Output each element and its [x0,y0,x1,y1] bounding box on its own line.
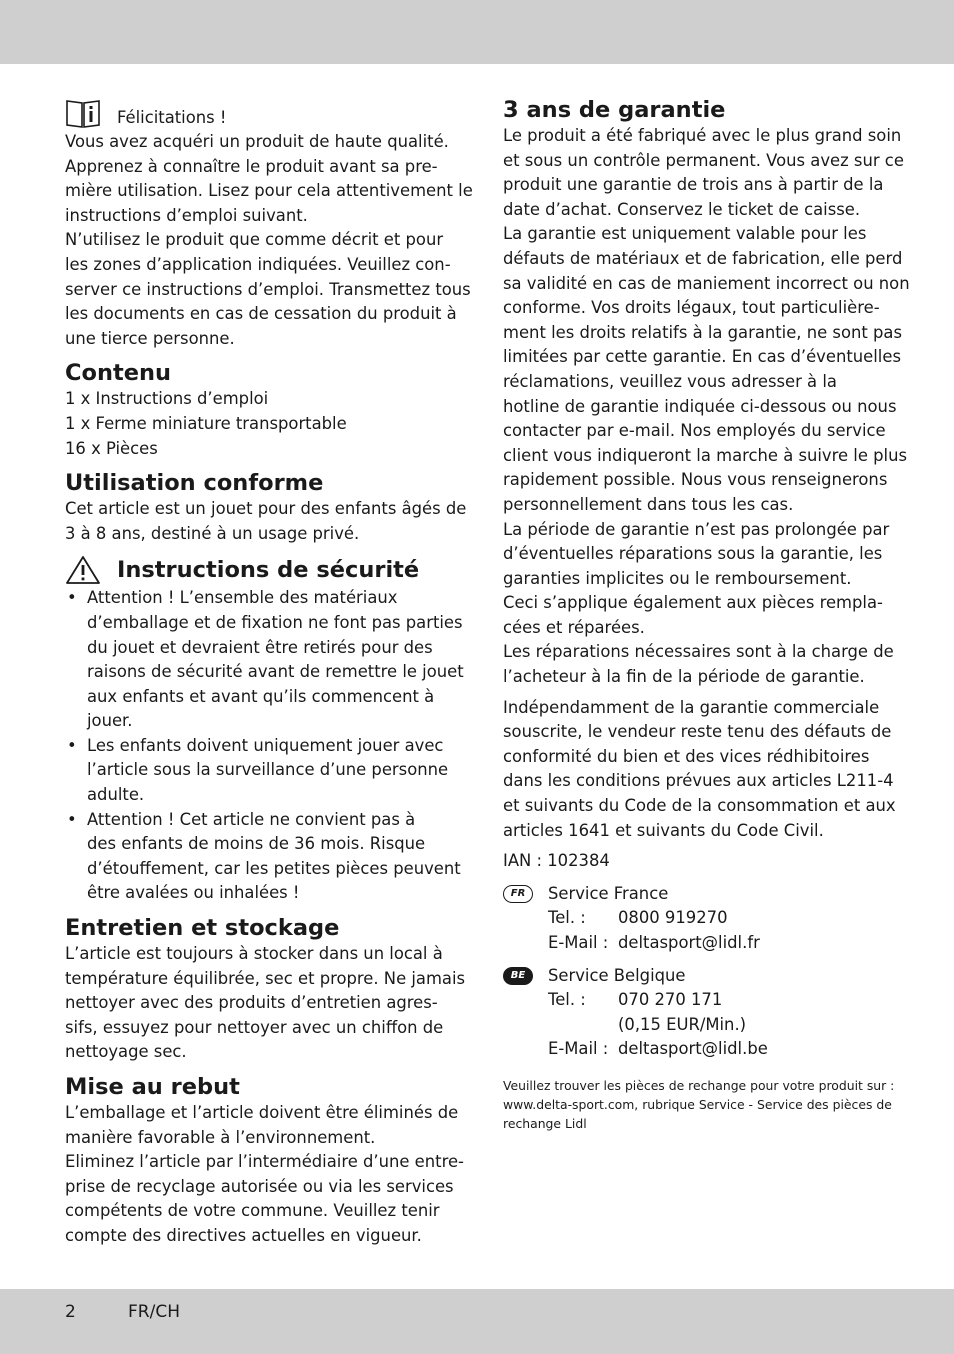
text-line: 3 à 8 ans, destiné à un usage privé. [65,523,360,543]
text-line: contacter par e-mail. Nos employés du service [503,421,886,441]
service-name: Service Belgique [548,965,686,985]
text-line: souscrite, le vendeur reste tenu des défauts de [503,722,892,742]
text-line: du jouet et devraient être retirés pour des [87,637,433,657]
contenu-heading: Contenu [65,360,172,387]
text-line: les zones d’application indiquées. Veuillez con- [65,254,451,274]
service-belgique [503,964,893,1062]
text-line: sa validité en cas de maniement incorrect ou non [503,273,910,293]
text-line: La garantie est uniquement valable pour les [503,224,867,244]
text-line: température équilibrée, sec et propre. Ne jamais [65,968,466,988]
text-line: d’emballage et de fixation ne font pas parties [87,612,463,632]
text-line: • Les enfants doivent uniquement jouer avec [87,735,444,755]
text-line: aux enfants et avant qu’ils commencent à [87,686,435,706]
text-line: 1 x Instructions d’emploi [65,389,269,409]
text-line: et sous un contrôle permanent. Vous avez sur ce [503,150,904,170]
text-line: Cet article est un jouet pour des enfants âgés de [65,499,467,519]
text-line: 1 x Ferme miniature transportable [65,413,347,433]
text-line: compétents de votre commune. Veuillez tenir [65,1201,440,1221]
text-line: conformité du bien et des vices rédhibitoires [503,746,870,766]
text-line: sifs, essuyez pour nettoyer avec un chiffon de [65,1017,444,1037]
text-line: l’article sous la surveillance d’une personne [87,760,449,780]
text-line: L’emballage et l’article doivent être éliminés de [65,1103,459,1122]
text-line: être avalées ou inhalées ! [87,883,300,903]
text-line: manière favorable à l’environnement. [65,1127,376,1147]
ian-number: IAN : 102384 [503,851,610,871]
text-line: l’acheteur à la fin de la période de garantie. [503,667,865,687]
intro-text [65,130,473,351]
right-column [503,96,910,1133]
left-column [65,96,473,1249]
list-item [65,808,461,906]
page-number: 2 [65,1302,76,1322]
text-line: prise de recyclage autorisée ou via les services [65,1176,454,1196]
tel-value[interactable]: 0800 919270 [618,908,728,928]
text-line: 16 x Pièces [65,438,158,458]
text-line: La période de garantie n’est pas prolongée par [503,519,890,539]
securite-heading: Instructions de sécurité [117,557,420,584]
spare-parts-note: Veuillez trouver les pièces de rechange pour votre produit sur : [503,1077,895,1093]
text-line: garanties implicites ou le remboursement. [503,568,852,588]
text-line: nettoyer avec des produits d’entretien agres- [65,993,438,1013]
tel-label: Tel. : [548,908,586,928]
text-line: et suivants du Code de la consommation et aux [503,796,896,816]
top-bar [0,0,954,64]
securite-header [65,554,451,586]
email-label: E-Mail : [548,933,609,952]
text-line: d’étouffement, car les petites pièces peuvent [87,858,461,878]
text-line: cées et réparées. [503,617,645,637]
entretien-heading: Entretien et stockage [65,915,340,942]
warning-triangle-icon [65,555,101,585]
tel-label: Tel. : [548,990,586,1010]
intro-label: Félicitations ! [117,108,227,127]
text-line: articles 1641 et suivants du Code Civil. [503,820,824,840]
text-line: réclamations, veuillez vous adresser à la [503,371,837,391]
text-line: Ceci s’applique également aux pièces rempla- [503,593,883,613]
intro-header [65,96,451,130]
language-code: FR/CH [128,1302,180,1322]
list-item [65,734,451,808]
email-label: E-Mail : [548,1039,609,1059]
text-line: personnellement dans tous les cas. [503,494,794,514]
text-line: Le produit a été fabriqué avec le plus grand soin [503,126,902,145]
spare-parts-note: rechange Lidl [503,1115,587,1131]
text-line: instructions d’emploi suivant. [65,205,308,225]
text-line: les documents en cas de cessation du produit à [65,304,457,324]
text-line: limitées par cette garantie. En cas d’éventuelles [503,347,901,367]
text-line: produit une garantie de trois ans à partir de la [503,175,884,195]
text-line: Indépendamment de la garantie commerciale [503,697,880,717]
text-line: Vous avez acquéri un produit de haute qualité. [65,132,449,151]
text-line: Apprenez à connaître le produit avant sa pre- [65,156,438,176]
text-line: hotline de garantie indiquée ci-dessous ou nous [503,396,897,416]
text-line: compte des directives actuelles en vigueur. [65,1225,422,1245]
spare-parts-note: www.delta-sport.com, rubrique Service - Service des pièces de [503,1096,892,1112]
text-line: server ce instructions d’emploi. Transmettez tous [65,279,471,299]
text-line: • Attention ! Cet article ne convient pas à [87,809,416,829]
text-line: • Attention ! L’ensemble des matériaux [87,588,398,608]
text-line: d’éventuelles réparations sous la garantie, les [503,544,883,564]
text-line: date d’achat. Conservez le ticket de caisse. [503,199,861,219]
email-value[interactable]: deltasport@lidl.be [618,1039,768,1059]
tel-value[interactable]: 070 270 171 [618,990,723,1010]
list-item [65,586,464,734]
text-line: jouer. [87,711,133,731]
garantie-heading: 3 ans de garantie [503,97,726,123]
rebut-heading: Mise au rebut [65,1074,240,1100]
text-line: Eliminez l’article par l’intermédiaire d’une entre- [65,1152,464,1172]
text-line: des enfants de moins de 36 mois. Risque [87,834,426,854]
email-value[interactable]: deltasport@lidl.fr [618,933,760,952]
text-line: raisons de sécurité avant de remettre le jouet [87,662,464,682]
text-line: ment les droits relatifs à la garantie, ne sont pas [503,322,902,342]
text-line: L’article est toujours à stocker dans un local à [65,944,443,964]
service-name: Service France [548,883,669,903]
text-line: mière utilisation. Lisez pour cela attentivement le [65,181,473,201]
text-line: défauts de matériaux et de fabrication, elle perd [503,248,903,268]
text-line: dans les conditions prévues aux articles L211-4 [503,771,894,791]
info-book-icon [65,98,101,128]
belgium-badge-icon: BE [503,967,533,985]
text-line: rapidement possible. Nous vous renseignerons [503,470,888,490]
text-line: N’utilisez le produit que comme décrit et pour [65,230,444,250]
utilisation-heading: Utilisation conforme [65,470,324,497]
text-line: Les réparations nécessaires sont à la charge de [503,642,894,662]
text-line: conforme. Vos droits légaux, tout particulière- [503,298,880,318]
text-line: nettoyage sec. [65,1042,187,1062]
text-line: une tierce personne. [65,328,235,348]
tel-note: (0,15 EUR/Min.) [618,1014,747,1034]
text-line: adulte. [87,785,145,805]
service-france [503,882,893,956]
text-line: client vous indiqueront la marche à suivre le plus [503,445,908,465]
france-badge-icon: FR [503,885,533,903]
